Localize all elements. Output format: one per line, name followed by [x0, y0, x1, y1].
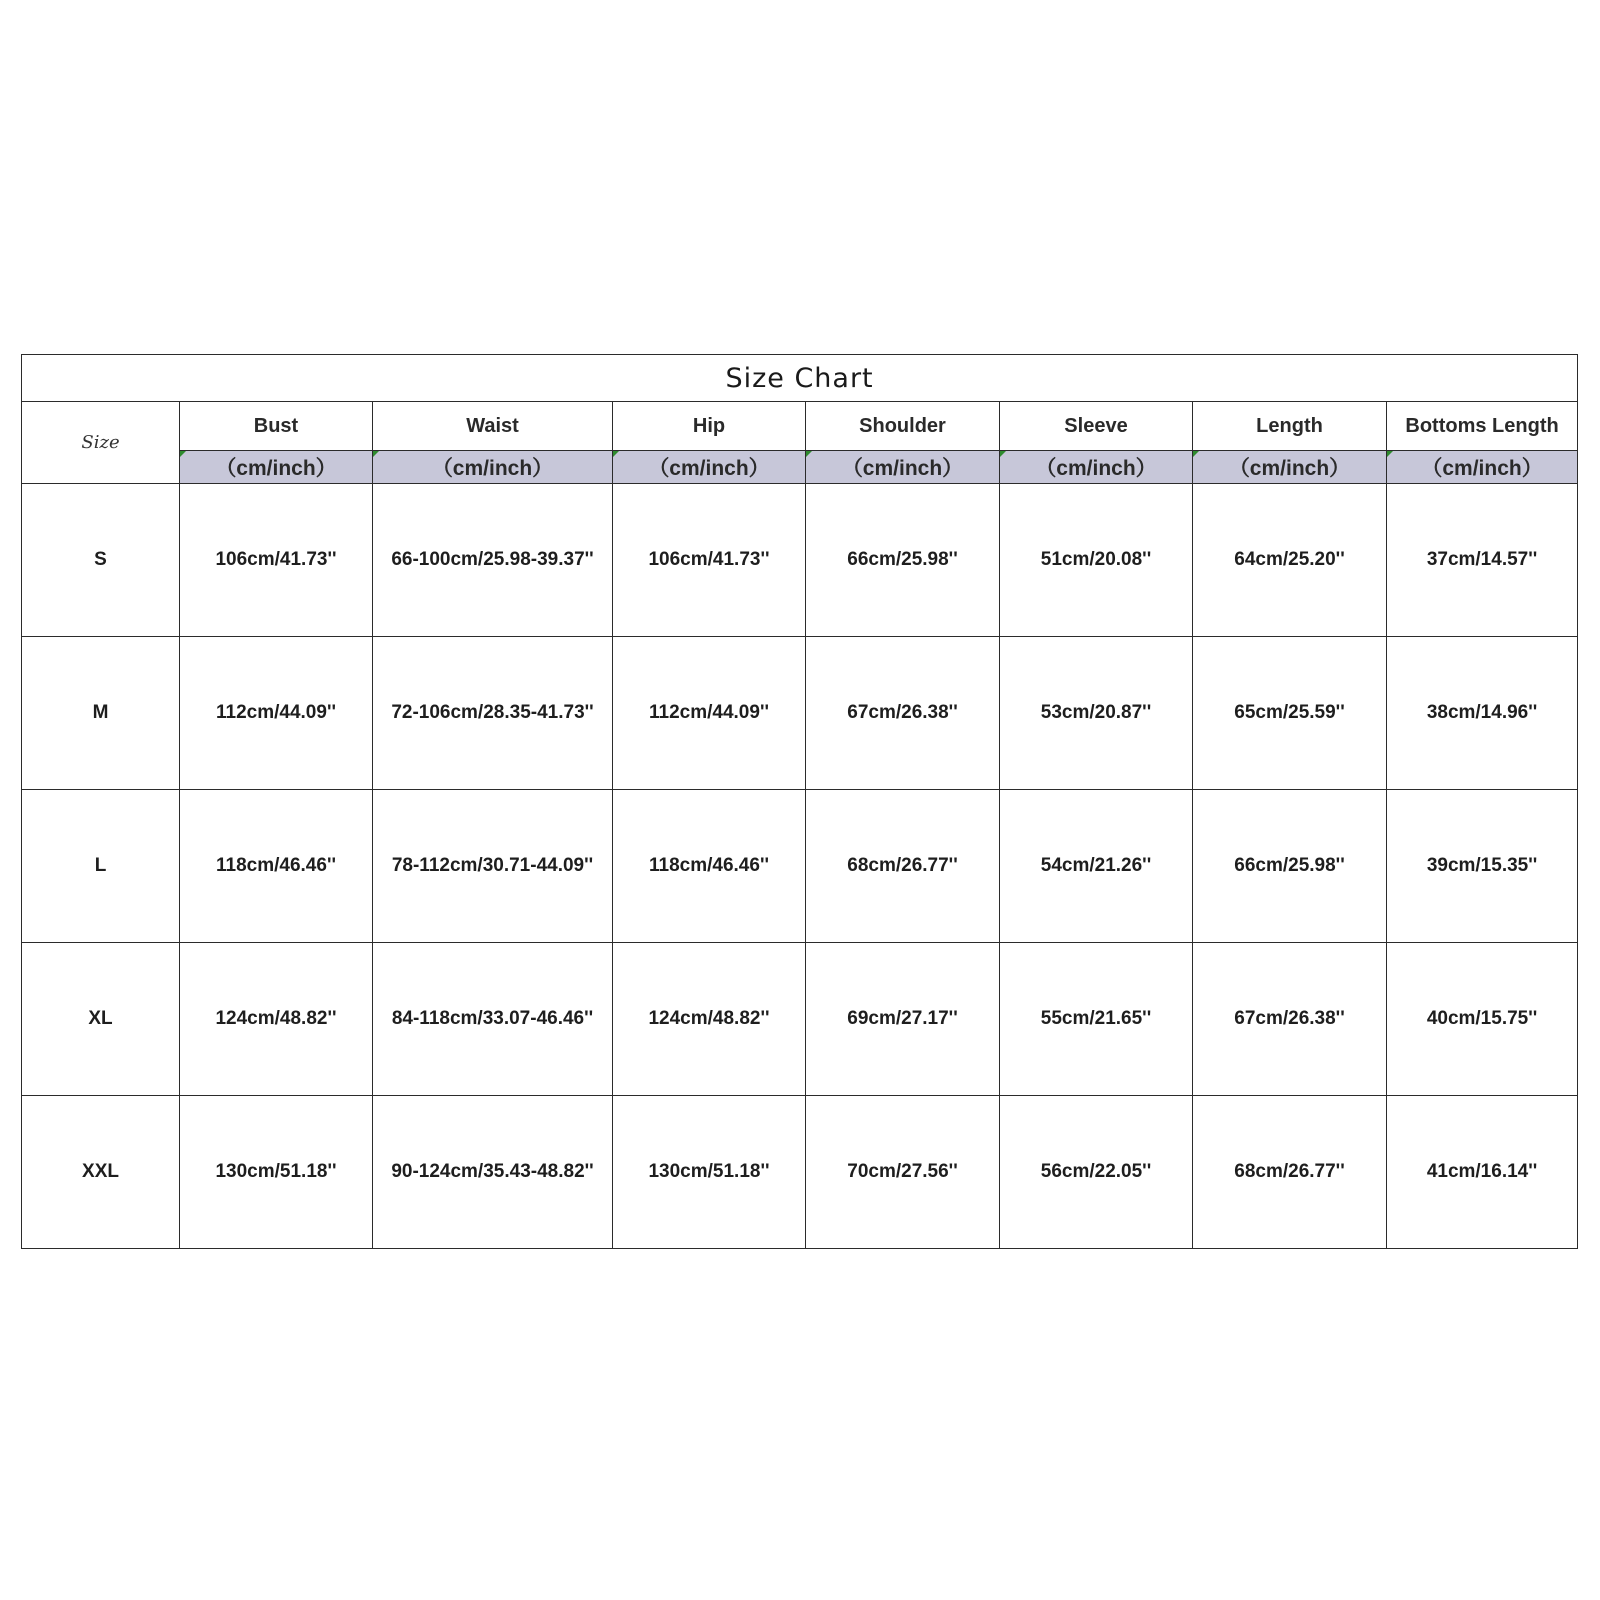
column-header-hip: Hip	[613, 402, 806, 451]
measurement-cell: 53cm/20.87''	[1000, 637, 1193, 790]
measurement-cell: 72-106cm/28.35-41.73''	[373, 637, 613, 790]
measurement-cell: 66cm/25.98''	[1193, 790, 1387, 943]
measurement-cell: 66cm/25.98''	[806, 484, 1000, 637]
size-label: S	[22, 484, 180, 637]
measurement-cell: 124cm/48.82''	[180, 943, 373, 1096]
header-row	[22, 402, 1578, 451]
measurement-cell: 112cm/44.09''	[180, 637, 373, 790]
title-row	[22, 355, 1578, 402]
measurement-cell: 41cm/16.14''	[1387, 1096, 1578, 1249]
measurement-cell: 118cm/46.46''	[180, 790, 373, 943]
size-chart-table	[21, 354, 1578, 1249]
column-unit: （cm/inch）	[1387, 451, 1578, 484]
measurement-cell: 84-118cm/33.07-46.46''	[373, 943, 613, 1096]
measurement-cell: 68cm/26.77''	[806, 790, 1000, 943]
column-unit: （cm/inch）	[180, 451, 373, 484]
measurement-cell: 64cm/25.20''	[1193, 484, 1387, 637]
measurement-cell: 106cm/41.73''	[180, 484, 373, 637]
size-label: L	[22, 790, 180, 943]
measurement-cell: 67cm/26.38''	[806, 637, 1000, 790]
column-unit: （cm/inch）	[1000, 451, 1193, 484]
measurement-cell: 106cm/41.73''	[613, 484, 806, 637]
column-header-length: Length	[1193, 402, 1387, 451]
column-header-waist: Waist	[373, 402, 613, 451]
measurement-cell: 124cm/48.82''	[613, 943, 806, 1096]
column-header-bust: Bust	[180, 402, 373, 451]
measurement-cell: 51cm/20.08''	[1000, 484, 1193, 637]
measurement-cell: 130cm/51.18''	[180, 1096, 373, 1249]
size-label: M	[22, 637, 180, 790]
size-label: XXL	[22, 1096, 180, 1249]
column-header-shoulder: Shoulder	[806, 402, 1000, 451]
measurement-cell: 78-112cm/30.71-44.09''	[373, 790, 613, 943]
measurement-cell: 66-100cm/25.98-39.37''	[373, 484, 613, 637]
table-row	[22, 1096, 1578, 1249]
measurement-cell: 65cm/25.59''	[1193, 637, 1387, 790]
measurement-cell: 70cm/27.56''	[806, 1096, 1000, 1249]
size-chart-title: Size Chart	[22, 355, 1578, 402]
measurement-cell: 37cm/14.57''	[1387, 484, 1578, 637]
column-header-sleeve: Sleeve	[1000, 402, 1193, 451]
measurement-cell: 55cm/21.65''	[1000, 943, 1193, 1096]
size-label: XL	[22, 943, 180, 1096]
measurement-cell: 130cm/51.18''	[613, 1096, 806, 1249]
table-row	[22, 484, 1578, 637]
column-unit: （cm/inch）	[373, 451, 613, 484]
unit-row	[22, 451, 1578, 484]
measurement-cell: 39cm/15.35''	[1387, 790, 1578, 943]
column-header-bottoms-length: Bottoms Length	[1387, 402, 1578, 451]
measurement-cell: 40cm/15.75''	[1387, 943, 1578, 1096]
table-row	[22, 637, 1578, 790]
measurement-cell: 90-124cm/35.43-48.82''	[373, 1096, 613, 1249]
measurement-cell: 112cm/44.09''	[613, 637, 806, 790]
column-unit: （cm/inch）	[1193, 451, 1387, 484]
table-row	[22, 943, 1578, 1096]
measurement-cell: 38cm/14.96''	[1387, 637, 1578, 790]
measurement-cell: 56cm/22.05''	[1000, 1096, 1193, 1249]
size-column-header: Size	[22, 402, 180, 484]
measurement-cell: 54cm/21.26''	[1000, 790, 1193, 943]
measurement-cell: 67cm/26.38''	[1193, 943, 1387, 1096]
measurement-cell: 118cm/46.46''	[613, 790, 806, 943]
table-row	[22, 790, 1578, 943]
measurement-cell: 69cm/27.17''	[806, 943, 1000, 1096]
measurement-cell: 68cm/26.77''	[1193, 1096, 1387, 1249]
column-unit: （cm/inch）	[613, 451, 806, 484]
column-unit: （cm/inch）	[806, 451, 1000, 484]
